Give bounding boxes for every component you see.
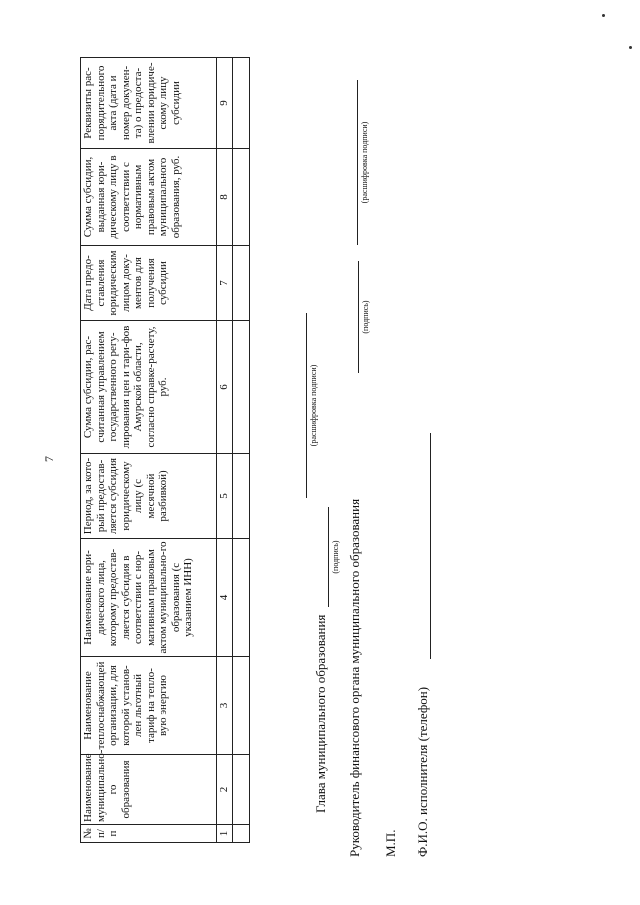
finance-head-label: Руководитель финансового органа муниципального образования — [347, 498, 362, 857]
head-sign-caption: (подпись) — [331, 540, 340, 574]
column-number-cell: 4 — [217, 539, 233, 657]
executor-label: Ф.И.О. исполнителя (телефон) — [415, 686, 430, 857]
column-number-cell: 7 — [217, 246, 233, 321]
empty-cell — [233, 58, 250, 149]
head-sign-line — [328, 507, 329, 607]
column-number-cell: 3 — [217, 657, 233, 755]
column-number-cell: 2 — [217, 755, 233, 825]
page-number: 7 — [42, 456, 56, 462]
header-cell: Реквизиты рас-порядительного акта (дата и номер докумен-та) о предоста-влении юридиче-скому лицу субсидии — [81, 58, 217, 149]
head-decode-caption: (расшифровка подписи) — [309, 364, 318, 447]
subsidy-report-table — [80, 57, 250, 843]
head-decode-line — [306, 313, 307, 498]
column-number-cell: 9 — [217, 58, 233, 149]
finance-sign-caption: (подпись) — [361, 300, 370, 334]
finance-decode-caption: (расшифровка подписи) — [360, 121, 369, 204]
header-cell: Период, за кото-рый предостав-ляется субсидия юридическому лицу (с месячной разбивкой) — [81, 454, 217, 539]
header-cell: Наименование муниципально-го образования — [81, 755, 217, 825]
column-number-row — [217, 58, 233, 843]
scan-speck — [629, 46, 632, 49]
header-cell: Дата предо-ставления юридическим лицом доку-ментов для получения субсидии — [81, 246, 217, 321]
empty-cell — [233, 149, 250, 246]
header-cell: Наименование юри-дического лица, которому предостав-ляется субсидия в соответствии с нор-мативным правовым актом муниципально-го образования (с указанием ИНН) — [81, 539, 217, 657]
column-number-cell: 5 — [217, 454, 233, 539]
finance-sign-line — [358, 261, 359, 373]
column-number-cell: 1 — [217, 825, 233, 843]
head-signature-label: Глава муниципального образования — [313, 614, 328, 813]
empty-cell — [233, 657, 250, 755]
empty-cell — [233, 755, 250, 825]
header-cell: Сумма субсидии, рас-считанная управлением государственного регу-лирования цен и тари-фов Амурской области, согласно справке-расчету, руб. — [81, 321, 217, 454]
column-number-cell: 8 — [217, 149, 233, 246]
header-cell: Наименование теплоснабжающей организации, для которой установ-лен льготный тариф на тепло-вую энергию — [81, 657, 217, 755]
column-number-cell: 6 — [217, 321, 233, 454]
empty-cell — [233, 825, 250, 843]
empty-data-row — [233, 58, 250, 843]
empty-cell — [233, 454, 250, 539]
executor-line — [430, 433, 431, 659]
scan-speck — [602, 14, 605, 17]
stamp-place-label: М.П. — [383, 829, 398, 857]
empty-cell — [233, 246, 250, 321]
finance-decode-line — [357, 80, 358, 245]
header-cell: № п/п — [81, 825, 217, 843]
empty-cell — [233, 321, 250, 454]
header-cell: Сумма субсидии, выданная юри-дическому лицу в соответствии с нормативным правовым актом муниципального образования, руб. — [81, 149, 217, 246]
table-header-row — [81, 58, 217, 843]
empty-cell — [233, 539, 250, 657]
